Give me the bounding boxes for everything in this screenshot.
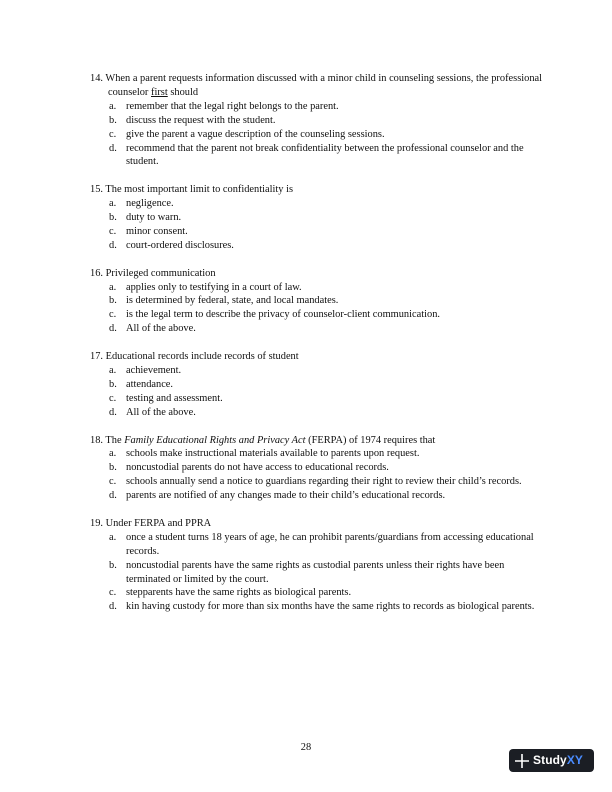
option-text: discuss the request with the student. (126, 114, 276, 126)
option-letter: d. (109, 239, 117, 251)
option-a (90, 197, 550, 211)
option-list (90, 100, 550, 170)
option-d (90, 239, 550, 253)
question-17 (90, 350, 550, 420)
plus-icon (515, 754, 529, 768)
question-number: 15. (90, 184, 103, 196)
option-d (90, 142, 550, 170)
option-text: remember that the legal right belongs to the parent. (126, 100, 339, 112)
option-a (90, 281, 550, 295)
option-c (90, 128, 550, 142)
option-c (90, 225, 550, 239)
option-text: schools annually send a notice to guardians regarding their right to review their child’s records. (126, 476, 522, 488)
option-d (90, 322, 550, 336)
option-a (90, 447, 550, 461)
option-a (90, 100, 550, 114)
option-letter: a. (109, 531, 117, 543)
stem-text: Privileged communication (105, 267, 216, 279)
option-d (90, 489, 550, 503)
question-stem (90, 517, 550, 531)
stem-text: should (167, 86, 199, 98)
option-text: kin having custody for more than six months have the same rights to records as biological parents. (126, 601, 535, 613)
option-text: noncustodial parents do not have access to educational records. (126, 462, 389, 474)
option-list (90, 281, 550, 337)
option-letter: d. (109, 142, 117, 154)
option-text: testing and assessment. (126, 392, 223, 404)
option-text: stepparents have the same rights as biological parents. (126, 587, 352, 599)
option-text: noncustodial parents have the same rights as custodial parents unless their rights have been terminated or limited by the court. (126, 559, 505, 585)
option-c (90, 586, 550, 600)
option-text: is determined by federal, state, and local mandates. (126, 295, 339, 307)
option-c (90, 392, 550, 406)
option-b (90, 378, 550, 392)
option-list (90, 447, 550, 503)
option-letter: a. (109, 198, 117, 210)
option-letter: c. (109, 392, 117, 404)
option-a (90, 531, 550, 559)
option-a (90, 364, 550, 378)
option-letter: c. (109, 309, 117, 321)
brand-accent: XY (566, 752, 583, 767)
question-number: 16. (90, 267, 103, 279)
option-d (90, 406, 550, 420)
option-letter: d. (109, 601, 117, 613)
question-stem (90, 183, 550, 197)
question-number: 17. (90, 351, 103, 363)
option-c (90, 475, 550, 489)
stem-text: The (105, 434, 125, 446)
question-number: 18. (90, 434, 103, 446)
option-text: All of the above. (126, 406, 196, 418)
option-b (90, 114, 550, 128)
option-letter: b. (109, 295, 117, 307)
question-number: 14. (90, 73, 103, 84)
studyxy-watermark[interactable] (509, 749, 594, 772)
option-c (90, 308, 550, 322)
question-stem (90, 350, 550, 364)
question-19 (90, 517, 550, 614)
option-letter: b. (109, 378, 117, 390)
option-text: is the legal term to describe the privacy of counselor-client communication. (126, 309, 441, 321)
stem-text: When a parent requests information discussed with a minor child in counseling sessions, the professional counselor (105, 73, 543, 98)
option-list (90, 364, 550, 420)
option-text: schools make instructional materials available to parents upon request. (126, 448, 420, 460)
question-15 (90, 183, 550, 253)
option-letter: d. (109, 323, 117, 335)
stem-text: (FERPA) of 1974 requires that (305, 434, 436, 446)
brand-name: Study (533, 752, 567, 767)
question-14 (90, 72, 550, 169)
option-letter: a. (109, 448, 117, 460)
option-letter: a. (109, 364, 117, 376)
option-text: parents are notified of any changes made to their child’s educational records. (126, 490, 446, 502)
option-letter: c. (109, 587, 117, 599)
option-b (90, 461, 550, 475)
option-text: attendance. (126, 378, 174, 390)
question-16 (90, 267, 550, 337)
option-letter: c. (109, 225, 117, 237)
option-text: court-ordered disclosures. (126, 239, 234, 251)
option-text: minor consent. (126, 225, 188, 237)
option-text: negligence. (126, 198, 174, 210)
question-stem (90, 267, 550, 281)
option-b (90, 559, 550, 587)
option-text: give the parent a vague description of the counseling sessions. (126, 128, 385, 140)
option-letter: b. (109, 212, 117, 224)
option-list (90, 197, 550, 253)
stem-text: Under FERPA and PPRA (105, 517, 212, 529)
question-list (90, 72, 550, 628)
option-text: once a student turns 18 years of age, he can prohibit parents/guardians from accessing educational records. (126, 531, 534, 557)
option-b (90, 294, 550, 308)
question-stem (90, 434, 550, 448)
option-text: duty to warn. (126, 212, 182, 224)
question-stem (90, 72, 550, 100)
option-b (90, 211, 550, 225)
question-number: 19. (90, 517, 103, 529)
option-letter: a. (109, 100, 117, 112)
stem-text: The most important limit to confidentiality is (105, 184, 294, 196)
stem-text: Educational records include records of student (105, 351, 299, 363)
option-letter: c. (109, 476, 117, 488)
option-text: recommend that the parent not break confidentiality between the professional counselor and the student. (126, 142, 524, 168)
option-letter: b. (109, 114, 117, 126)
question-18 (90, 434, 550, 504)
option-list (90, 531, 550, 614)
option-letter: c. (109, 128, 117, 140)
option-d (90, 600, 550, 614)
stem-emphasis: first (151, 86, 168, 98)
act-title: Family Educational Rights and Privacy Act (124, 434, 306, 446)
option-text: All of the above. (126, 323, 196, 335)
option-letter: d. (109, 406, 117, 418)
option-letter: b. (109, 559, 117, 571)
option-text: applies only to testifying in a court of law. (126, 281, 302, 293)
page-number: 28 (300, 742, 312, 753)
option-letter: a. (109, 281, 117, 293)
option-text: achievement. (126, 364, 182, 376)
option-letter: b. (109, 462, 117, 474)
option-letter: d. (109, 490, 117, 502)
